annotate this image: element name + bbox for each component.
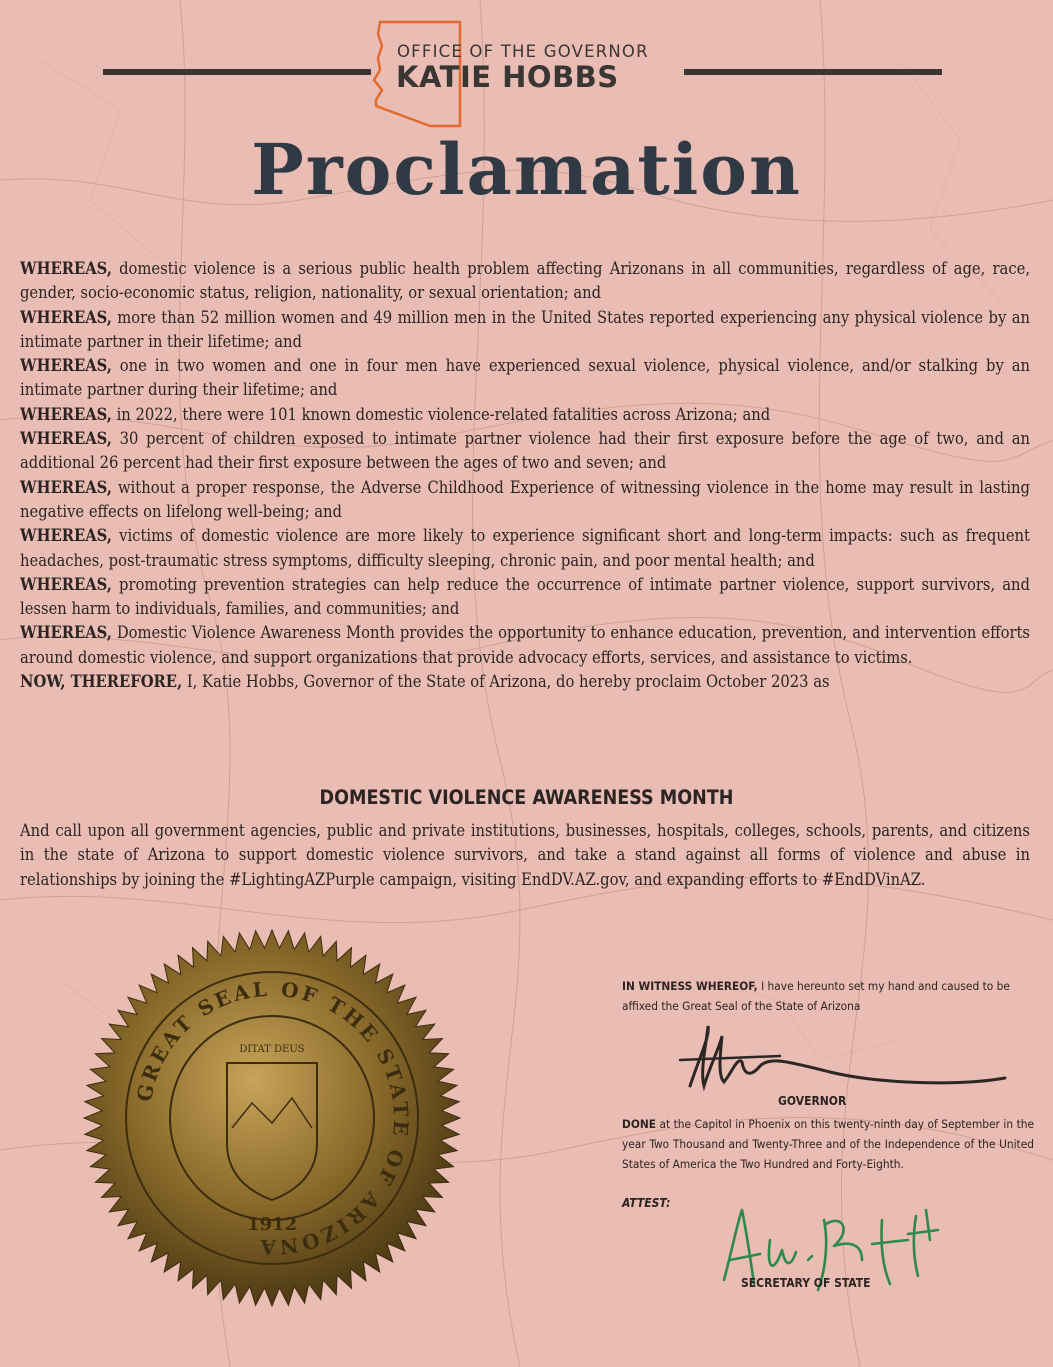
whereas-clause xyxy=(20,257,1030,306)
whereas-clause xyxy=(20,573,1030,622)
seal-motto: DITAT DEUS xyxy=(239,1044,305,1055)
therefore-clause xyxy=(20,670,1030,694)
proclamation-body xyxy=(20,257,1030,694)
whereas-label: WHEREAS, xyxy=(20,574,112,594)
done-label: DONE xyxy=(622,1117,656,1131)
whereas-label: WHEREAS, xyxy=(20,356,112,376)
seal-ring-text: GREAT SEAL OF THE STATE OF ARIZONA xyxy=(131,976,414,1260)
witness-statement xyxy=(622,976,1034,1016)
whereas-label: WHEREAS, xyxy=(20,404,112,424)
header-rule-right xyxy=(684,69,942,75)
whereas-clause xyxy=(20,403,1030,427)
clause-text: in 2022, there were 101 known domestic violence-related fatalities across Arizona; and xyxy=(116,404,771,424)
clause-text: victims of domestic violence are more likely to experience significant short and long-term impacts: such as frequent headaches, post-traumatic stress symptoms, difficulty sleeping, chronic pain, and poor mental health; and xyxy=(20,526,1030,570)
month-heading: DOMESTIC VIOLENCE AWARENESS MONTH xyxy=(319,786,734,809)
whereas-clause xyxy=(20,476,1030,525)
clause-text: promoting prevention strategies can help reduce the occurrence of intimate partner violence, support survivors, and lessen harm to individuals, families, and communities; and xyxy=(20,574,1030,619)
therefore-label: NOW, THEREFORE, xyxy=(20,672,183,692)
witness-text: I have hereunto set my hand and caused to be affixed the Great Seal of the State of Arizona xyxy=(622,979,1010,1013)
governor-name: KATIE HOBBS xyxy=(396,60,619,94)
clause-text: without a proper response, the Adverse Childhood Experience of witnessing violence in the home may result in lasting negative effects on lifelong well-being; and xyxy=(20,477,1030,521)
therefore-text: I, Katie Hobbs, Governor of the State of Arizona, do hereby proclaim October 2023 as xyxy=(186,672,830,692)
whereas-label: WHEREAS, xyxy=(20,429,112,449)
header-rule-left xyxy=(103,69,371,75)
whereas-label: WHEREAS, xyxy=(20,526,112,546)
closing-paragraph: And call upon all government agencies, public and private institutions, businesses, hospitals, colleges, schools, parents, and citizens in the state of Arizona to support domestic violence survivors, and take a stand against all forms of violence and abuse in relationships by joining the #LightingAZPurple campaign, visiting EndDV.AZ.gov, and expanding efforts to #EndDVinAZ. xyxy=(20,821,1030,889)
whereas-label: WHEREAS, xyxy=(20,307,112,327)
whereas-label: WHEREAS, xyxy=(20,623,112,643)
done-statement xyxy=(622,1114,1034,1174)
whereas-clause xyxy=(20,621,1030,670)
done-text: at the Capitol in Phoenix on this twenty-ninth day of September in the year Two Thousand and Twenty-Three and of the Independence of the United States of America the Two Hundred and Forty-Eighth. xyxy=(622,1117,1034,1171)
witness-label: IN WITNESS WHEREOF, xyxy=(622,979,758,993)
secretary-of-state-label: SECRETARY OF STATE xyxy=(741,1276,871,1290)
clause-text: domestic violence is a serious public health problem affecting Arizonans in all communities, regardless of age, race, gender, socio-economic status, religion, nationality, or sexual orientation; and xyxy=(20,259,1031,303)
seal-year: 1912 xyxy=(246,1214,298,1235)
whereas-clause xyxy=(20,427,1030,476)
office-label: OFFICE OF THE GOVERNOR xyxy=(397,42,649,61)
whereas-clause xyxy=(20,524,1030,573)
whereas-label: WHEREAS, xyxy=(20,259,112,278)
attest-label: ATTEST: xyxy=(622,1196,671,1210)
page-title: Proclamation xyxy=(251,128,802,211)
state-seal xyxy=(82,928,462,1308)
clause-text: 30 percent of children exposed to intimate partner violence had their first exposure before the age of two, and an additional 26 percent had their first exposure between the ages of two and seven; and xyxy=(20,429,1031,473)
clause-text: more than 52 million women and 49 million men in the United States reported experiencing any physical violence by an intimate partner in their lifetime; and xyxy=(20,307,1031,351)
clause-text: one in two women and one in four men have experienced sexual violence, physical violence, and/or stalking by an intimate partner during their lifetime; and xyxy=(20,356,1030,400)
governor-signature xyxy=(660,1016,1040,1100)
whereas-label: WHEREAS, xyxy=(20,477,112,497)
whereas-clause xyxy=(20,306,1030,355)
clause-text: Domestic Violence Awareness Month provides the opportunity to enhance education, prevention, and intervention efforts around domestic violence, and support organizations that provide advocacy efforts, services, and assistance to victims. xyxy=(20,623,1030,667)
governor-label: GOVERNOR xyxy=(778,1094,847,1108)
whereas-clause xyxy=(20,354,1030,403)
